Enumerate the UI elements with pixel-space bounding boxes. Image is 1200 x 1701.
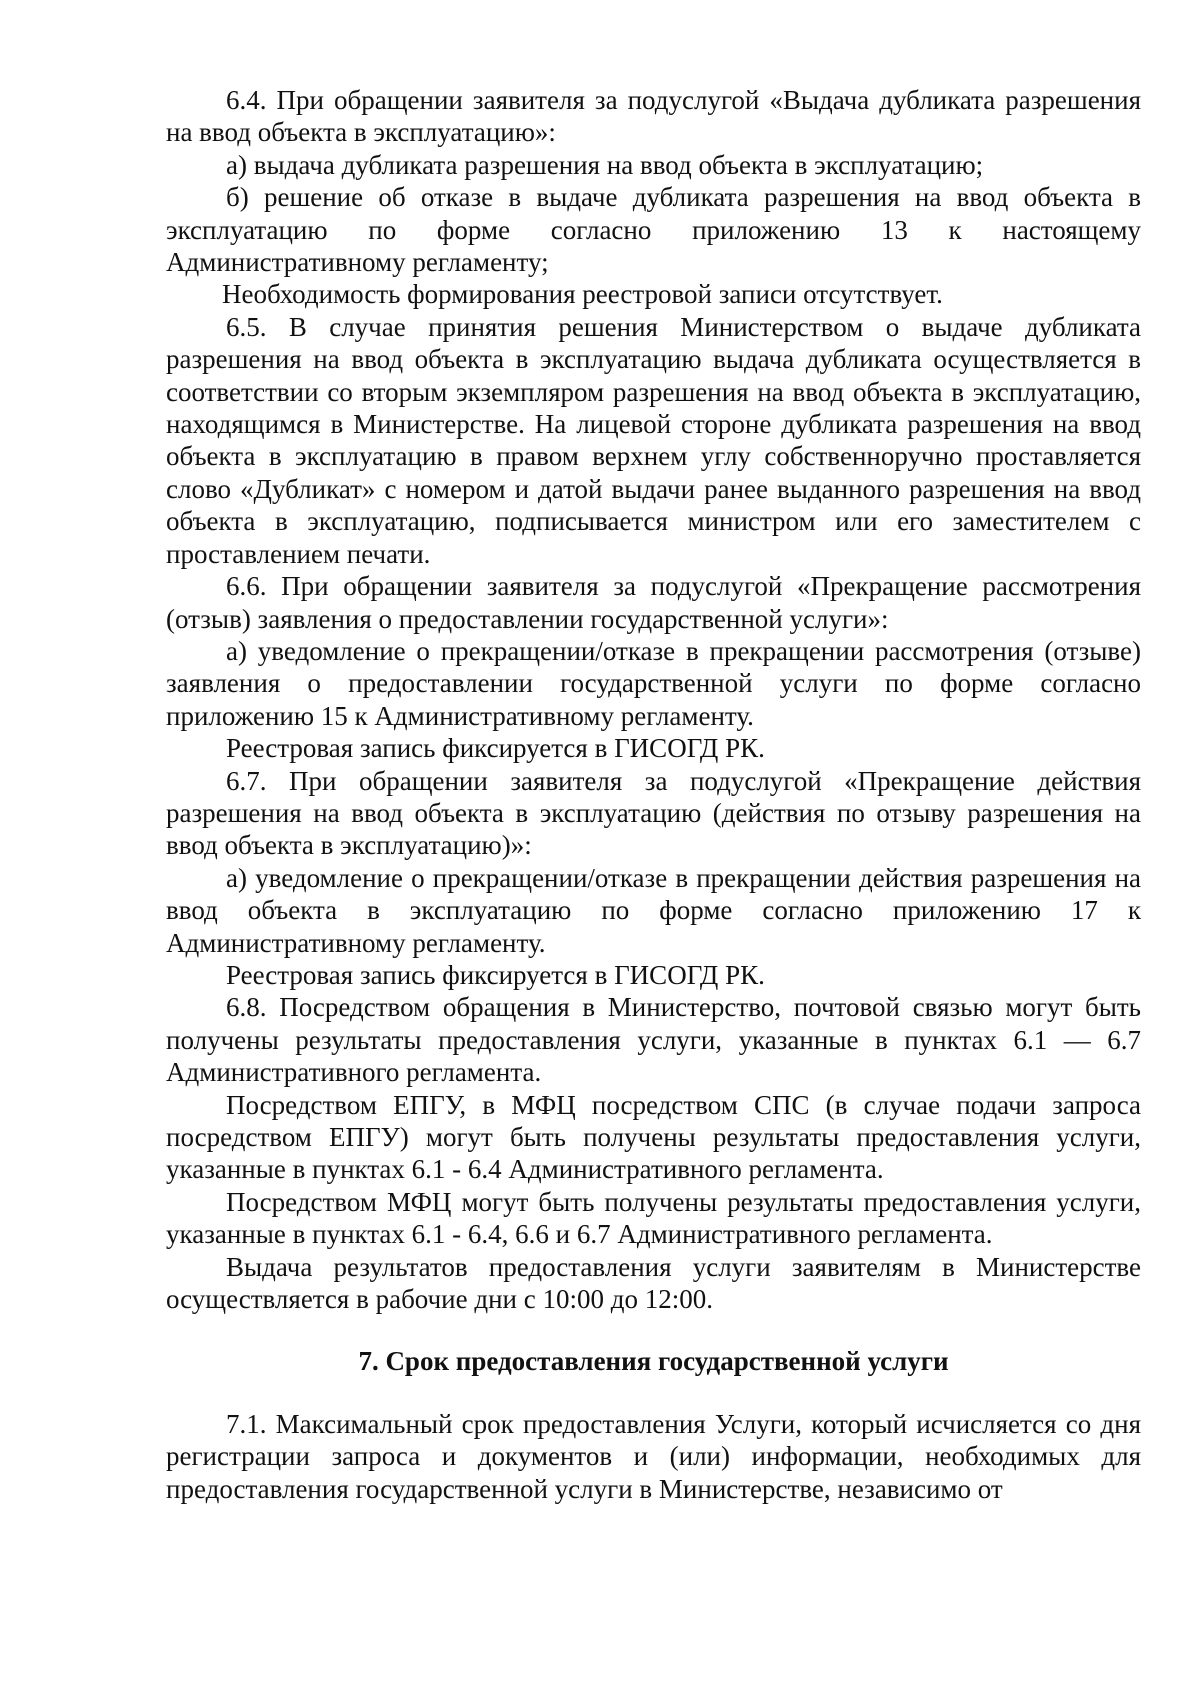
paragraph-6-6-a: а) уведомление о прекращении/отказе в прекращении рассмотрения (отзыве) заявления о предоставлении государственной услуги по форме согласно приложению 15 к Административному регламенту. [166,635,1141,731]
paragraph-7-1: 7.1. Максимальный срок предоставления Услуги, который исчисляется со дня регистрации запроса и документов и (или) информации, необходимых для предоставления государственной услуги в Министерстве, независимо от [166,1408,1141,1504]
paragraph-6-4-a: а) выдача дубликата разрешения на ввод объекта в эксплуатацию; [226,149,984,180]
paragraph-6-8-epgu: Посредством ЕПГУ, в МФЦ посредством СПС (в случае подачи запроса посредством ЕПГУ) могут быть получены результаты предоставления услуги, указанные в пунктах 6.1 - 6.4 Административного регламента. [166,1089,1141,1185]
paragraph-6-7: 6.7. При обращении заявителя за подуслугой «Прекращение действия разрешения на ввод объекта в эксплуатацию (действия по отзыву разрешения на ввод объекта в эксплуатацию)»: [166,765,1141,861]
paragraph-6-4: 6.4. При обращении заявителя за подуслугой «Выдача дубликата разрешения на ввод объекта в эксплуатацию»: [166,85,1141,148]
paragraph-6-6: 6.6. При обращении заявителя за подуслугой «Прекращение рассмотрения (отзыв) заявления о предоставлении государственной услуги»: [166,571,1141,634]
paragraph-6-8-mfc: Посредством МФЦ могут быть получены результаты предоставления услуги, указанные в пунктах 6.1 - 6.4, 6.6 и 6.7 Административного регламента. [166,1186,1141,1250]
paragraph-6-8-hours: Выдача результатов предоставления услуги заявителям в Министерстве осуществляется в рабочие дни с 10:00 до 12:00. [166,1251,1141,1315]
paragraph-6-7-a: а) уведомление о прекращении/отказе в прекращении действия разрешения на ввод объекта в эксплуатацию по форме согласно приложению 17 к Административному регламенту. [166,862,1141,958]
paragraph-6-6-note: Реестровая запись фиксируется в ГИСОГД РК. [226,733,765,764]
paragraph-6-4-note: Необходимость формирования реестровой записи отсутствует. [222,279,943,310]
document-page [166,84,1141,1505]
paragraph-6-7-note: Реестровая запись фиксируется в ГИСОГД РК. [226,959,765,990]
paragraph-6-8: 6.8. Посредством обращения в Министерство, почтовой связью могут быть получены результаты предоставления услуги, указанные в пунктах 6.1 — 6.7 Административного регламента. [166,992,1141,1088]
section-heading: 7. Срок предоставления государственной услуги [358,1346,949,1377]
paragraph-6-4-b: б) решение об отказе в выдаче дубликата разрешения на ввод объекта в эксплуатацию по форме согласно приложению 13 к настоящему Административному регламенту; [166,182,1141,278]
paragraph-6-5: 6.5. В случае принятия решения Министерством о выдаче дубликата разрешения на ввод объекта в эксплуатацию выдача дубликата осуществляется в соответствии со вторым экземпляром разрешения на ввод объекта в эксплуатацию, находящимся в Министерстве. На лицевой стороне дубликата разрешения на ввод объекта в эксплуатацию в правом верхнем углу собственноручно проставляется слово «Дубликат» с номером и датой выдачи ранее выданного разрешения на ввод объекта в эксплуатацию, подписывается министром или его заместителем с проставлением печати. [166,311,1141,569]
